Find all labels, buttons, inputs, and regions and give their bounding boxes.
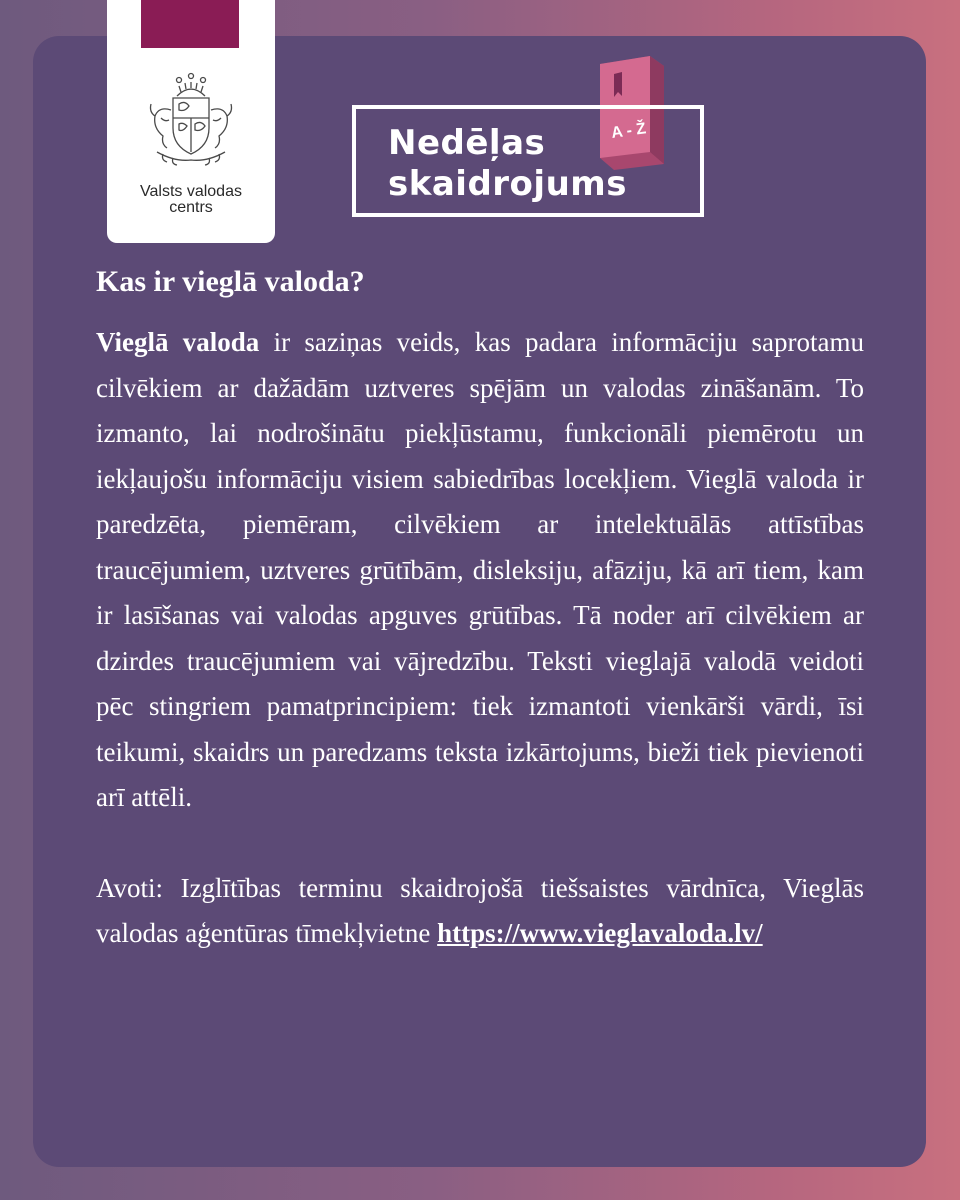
badge-title (388, 123, 627, 205)
logo-card (107, 0, 275, 243)
badge-line1: Nedēļas (388, 123, 546, 163)
org-name (107, 184, 275, 216)
article-term: Vieglā valoda (96, 327, 260, 357)
org-name-line1: Valsts valodas (140, 183, 242, 200)
org-name-line2: centrs (169, 199, 213, 216)
weekly-badge (352, 105, 704, 217)
badge-line2: skaidrojums (388, 164, 627, 204)
logo-accent-bar (141, 0, 239, 48)
article-body (96, 320, 864, 821)
sources (96, 866, 864, 957)
article (96, 262, 864, 957)
coat-of-arms-icon (139, 70, 243, 170)
book-label: A - Ž (610, 120, 648, 142)
sources-link[interactable]: https://www.vieglavaloda.lv/ (437, 918, 763, 948)
article-title: Kas ir vieglā valoda? (96, 265, 365, 298)
sources-text: Avoti: Izglītības terminu skaidrojošā tiešsaistes vārdnīca, Vieglās valodas aģentūras tīmekļvietne (96, 872, 864, 948)
article-body-text: ir saziņas veids, kas padara informāciju saprotamu cilvēkiem ar dažādām uztveres spējām un valodas zināšanām. To izmanto, lai nodrošinātu piekļūstamu, funkcionāli piemērotu un iekļaujošu informāciju visiem sabiedrības locekļiem. Vieglā valoda ir paredzēta, piemēram, cilvēkiem ar intelektuālās attīstības traucējumiem, uztveres grūtībām, disleksiju, afāziju, kā arī tiem, kam ir lasīšanas vai valodas apguves grūtības. Tā noder arī cilvēkiem ar dzirdes traucējumiem vai vājredzību. Teksti vieglajā valodā veidoti pēc stingriem pamatprincipiem: tiek izmantoti vienkārši vārdi, īsi teikumi, skaidrs un paredzams teksta izkārtojums, bieži tiek pievienoti arī attēli. (96, 327, 864, 812)
